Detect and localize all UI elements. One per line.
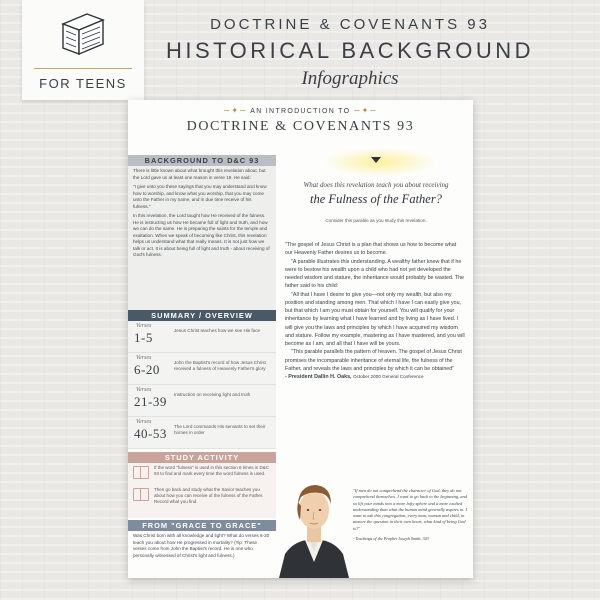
oaks-quote bbox=[285, 241, 465, 381]
verses-label: Verses bbox=[136, 387, 152, 393]
study-activity-list bbox=[128, 463, 276, 518]
verse-range: 21-39 bbox=[134, 394, 167, 409]
open-book-icon bbox=[133, 488, 149, 501]
verses-label: Verses bbox=[136, 323, 152, 329]
intro-text: AN INTRODUCTION TO bbox=[250, 108, 351, 115]
background-heading: BACKGROUND TO D&C 93 bbox=[128, 155, 276, 166]
summary-row bbox=[128, 417, 276, 449]
header-main-title: HISTORICAL BACKGROUND bbox=[165, 38, 535, 63]
quote-paragraph: "This parable parallels the pattern of heaven. The gospel of Jesus Christ promises the incomparable inheritance of eternal life, the fulness of the Father, and reveals the laws and principles by which it can be obtained" bbox=[285, 349, 462, 372]
question-lead: What does this revelation teach you about receiving bbox=[303, 181, 449, 189]
sheet-title: DOCTRINE & COVENANTS 93 bbox=[186, 119, 415, 134]
activity-item bbox=[128, 463, 276, 485]
quote-paragraph: "The gospel of Jesus Christ is a plan that shows us how to become what our Heavenly Father desires us to become. bbox=[285, 242, 457, 257]
background-body bbox=[128, 166, 276, 311]
activity-item bbox=[128, 485, 276, 507]
grace-heading: FROM "GRACE TO GRACE" bbox=[128, 520, 276, 531]
open-book-icon bbox=[133, 466, 149, 479]
js-quote-attribution: - Teachings of the Prophet Joseph Smith, 343 bbox=[353, 536, 429, 542]
question-prompt: Consider this parable as you study this revelation. bbox=[325, 218, 427, 223]
background-section bbox=[128, 155, 276, 311]
verse-range: 40-53 bbox=[134, 426, 167, 441]
verse-range: 6-20 bbox=[134, 362, 160, 377]
summary-list bbox=[128, 321, 276, 449]
activity-text: If the word "fulness" is used in this section 8 times in D&C 93 to find and mark every time the word fulness is used. bbox=[154, 465, 269, 476]
verses-label: Verses bbox=[136, 355, 152, 361]
joseph-smith-quote bbox=[353, 488, 469, 542]
verse-summary: John the Baptist's record of how Jesus Christ received a fulness of Heavenly Father's glory bbox=[174, 360, 266, 371]
verse-summary: Instruction on receiving light and truth bbox=[174, 392, 251, 397]
js-quote-text: "If men do not comprehend the character of God, they do not comprehend themselves. I want to go back to the beginning, and so lift your minds into a more lofty sphere and a more exalted understanding than what the human mind generally aspires to. I want to ask this congregation, every man, woman and child, to answer the question in their own heart, what kind of being God is?" bbox=[353, 488, 467, 531]
quote-paragraph: "All that I have I desire to give you—not only my wealth, but also my position and standing among men. That which I have I can easily give you, but that which I am you must obtain for yourself. You will qualify for your inheritance by learning what I have learned and by living as I have lived. I will give you the laws and principles by which I have acquired my wisdom and stature. Follow my example, mastering as I have mastered, and you will become as I am, and all that I have will be yours. bbox=[285, 291, 465, 347]
ornament-left-icon: ∼✦∼ bbox=[223, 106, 248, 115]
background-paragraph: In this revelation, the Lord taught how He received of the fulness. He is instructing us how He became full of light and truth, and how we can do the same. He is preparing the saints for the temple and exaltation. When we speak of becoming like Christ, this revelation helps us understand what that really means. It is not just how we talk or act. It is about being full of light and truth - about receiving of God's fulness. bbox=[133, 213, 270, 257]
infographic-sheet bbox=[128, 100, 473, 578]
joseph-smith-portrait bbox=[277, 472, 351, 583]
verse-summary: The Lord commands His servants to set their homes in order bbox=[174, 424, 266, 435]
book-stack-icon bbox=[57, 8, 109, 65]
study-activity-section bbox=[128, 452, 276, 518]
summary-row bbox=[128, 353, 276, 385]
verses-label: Verses bbox=[136, 419, 152, 425]
badge-label: FOR TEENS bbox=[39, 76, 127, 91]
question-main: the Fulness of the Father? bbox=[310, 192, 442, 206]
pointer-triangle-icon bbox=[371, 157, 381, 163]
header-section-title: DOCTRINE & COVENANTS 93 bbox=[210, 16, 490, 33]
quote-paragraph: "A parable illustrates this understanding. A wealthy father knew that if he were to bestow his wealth upon a child who had not yet developed the needed wisdom and stature, the inheritance would probably be wasted. The father said to his child: bbox=[285, 258, 465, 290]
verse-summary: Jesus Christ teaches how we see His face bbox=[174, 328, 261, 333]
grace-text: Was Christ born with all knowledge and light? What do verses 6-20 teach you about how He progressed in mortality? (Tip: These verses come from John the Baptist's record. He is one who personally witnessed of Christ's light and fulness.) bbox=[133, 533, 270, 558]
header-subtitle: Infographics bbox=[301, 68, 399, 89]
background-paragraph: "I give unto you these sayings that you may understand and know how to worship, and know what you worship, that you may come unto the Father in my name, and in due time receive of his fulness." bbox=[133, 184, 267, 209]
summary-section bbox=[128, 310, 276, 449]
summary-heading: SUMMARY / OVERVIEW bbox=[128, 310, 276, 321]
intro-line bbox=[128, 106, 473, 115]
quote-author: - President Dallin H. Oaks, bbox=[285, 374, 352, 380]
badge-divider bbox=[34, 68, 132, 69]
activity-text: Then go back and study what the Savior teaches you about how you can receive of the fulness of the Father. Record what you find. bbox=[154, 487, 264, 504]
for-teens-badge bbox=[22, 0, 144, 100]
quote-source: October 2000 General Conference bbox=[353, 374, 424, 379]
grace-section bbox=[128, 520, 276, 579]
summary-row bbox=[128, 321, 276, 353]
ornament-right-icon: ∼✦∼ bbox=[353, 106, 378, 115]
study-activity-heading: STUDY ACTIVITY bbox=[128, 452, 276, 463]
background-paragraph: There is little known about what brought this revelation about, but the Lord gave us at least one reason in verse 19. He said: bbox=[133, 168, 266, 180]
quote-attribution bbox=[285, 373, 465, 381]
verse-range: 1-5 bbox=[134, 330, 153, 345]
summary-row bbox=[128, 385, 276, 417]
